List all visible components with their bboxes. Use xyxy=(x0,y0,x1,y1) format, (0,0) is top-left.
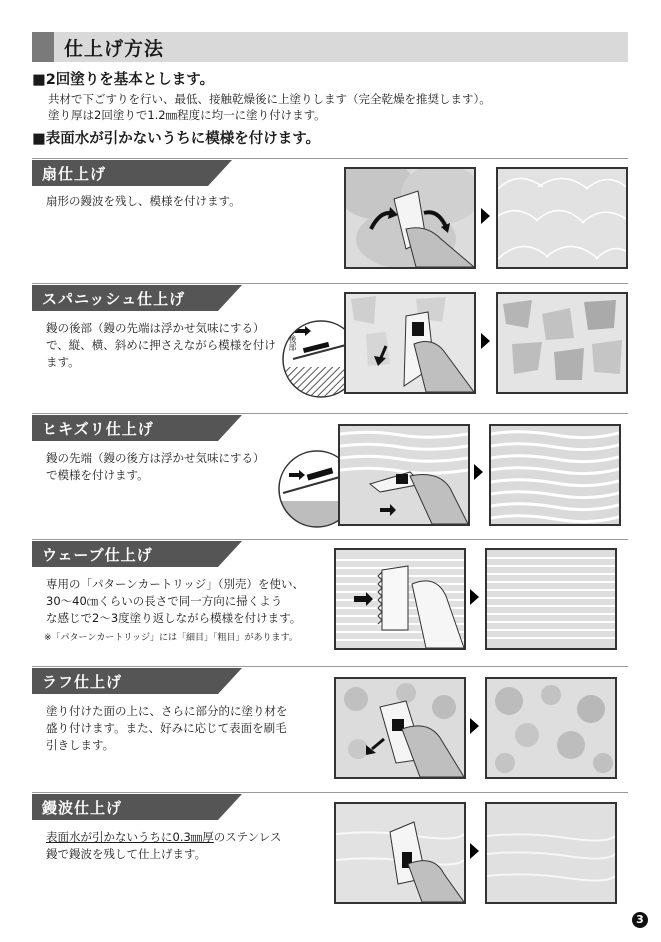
section-divider xyxy=(32,792,628,793)
arrow-icon xyxy=(474,464,483,480)
photo-rough-process xyxy=(334,677,466,779)
section-desc: 扇形の鏝波を残し、模様を付けます。 xyxy=(46,194,241,208)
desc-rest: のステンレス xyxy=(213,830,282,844)
page-number: 3 xyxy=(632,912,648,928)
photo-wave-result xyxy=(485,548,617,650)
photo-hikizuri-result xyxy=(489,424,621,526)
intro-line-2: 塗り厚は2回塗りで1.2㎜程度に均一に塗り付けます。 xyxy=(48,108,326,122)
section-desc-line: な感じで2～3度塗り返しながら模様を付けます。 xyxy=(46,611,302,625)
section-divider xyxy=(32,283,628,284)
arrow-icon xyxy=(470,718,479,734)
section-desc-line: 鏝の先端（鏝の後方は浮かせ気味にする） xyxy=(46,451,265,465)
arrow-icon xyxy=(470,589,479,605)
heading-surface-water: ■表面水が引かないうちに模様を付けます。 xyxy=(32,131,321,147)
photo-wave-process xyxy=(334,548,466,650)
section-desc-line: 専用の「パターンカートリッジ」（別売）を使い、 xyxy=(46,577,305,591)
arrow-icon xyxy=(481,208,490,224)
photo-ougi-process xyxy=(344,167,476,269)
section-desc-line xyxy=(46,829,281,846)
section-desc-line: 塗り付けた面の上に、さらに部分的に塗り材を xyxy=(46,704,288,718)
section-desc-line: ます。 xyxy=(46,355,80,369)
photo-kotenami-process xyxy=(334,802,466,904)
section-divider xyxy=(32,666,628,667)
section-desc-line: 30～40㎝くらいの長さで同一方向に掃くよう xyxy=(46,594,283,608)
photo-hikizuri-process xyxy=(338,424,470,526)
section-divider xyxy=(32,539,628,540)
arrow-icon xyxy=(470,843,479,859)
photo-rough-result xyxy=(485,677,617,779)
section-divider xyxy=(32,158,628,159)
section-desc-line: 盛り付けます。また、好みに応じて表面を刷毛 xyxy=(46,721,287,735)
photo-ougi-result xyxy=(496,167,628,269)
note-pattern-cartridge: ※「パターンカートリッジ」には「細目」「粗目」があります。 xyxy=(44,633,298,643)
photo-spanish-process xyxy=(344,292,476,394)
photo-spanish-result xyxy=(496,292,628,394)
page-title: 仕上げ方法 xyxy=(64,38,165,60)
section-divider xyxy=(32,413,628,414)
photo-kotenami-result xyxy=(485,802,617,904)
title-accent xyxy=(32,32,54,62)
heading-two-coats: ■2回塗りを基本とします。 xyxy=(32,72,215,88)
section-desc-line: 鏝で鏝波を残して仕上げます。 xyxy=(46,847,207,861)
inset-label: 後部 xyxy=(288,335,297,351)
section-desc-line: 引きします。 xyxy=(46,738,115,752)
intro-line-1: 共材で下ごすりを行い、最低、接触乾燥後に上塗りします（完全乾燥を推奨します）。 xyxy=(48,92,491,106)
section-desc-line: で模様を付けます。 xyxy=(46,468,149,482)
underlined-text: 表面水が引かないうちに0.3㎜厚 xyxy=(46,830,214,844)
section-desc-line: で、縦、横、斜めに押さえながら模様を付け xyxy=(46,338,276,352)
title-bar xyxy=(32,32,628,62)
arrow-icon xyxy=(481,333,490,349)
section-desc-line: 鏝の後部（鏝の先端は浮かせ気味にする） xyxy=(46,321,265,335)
